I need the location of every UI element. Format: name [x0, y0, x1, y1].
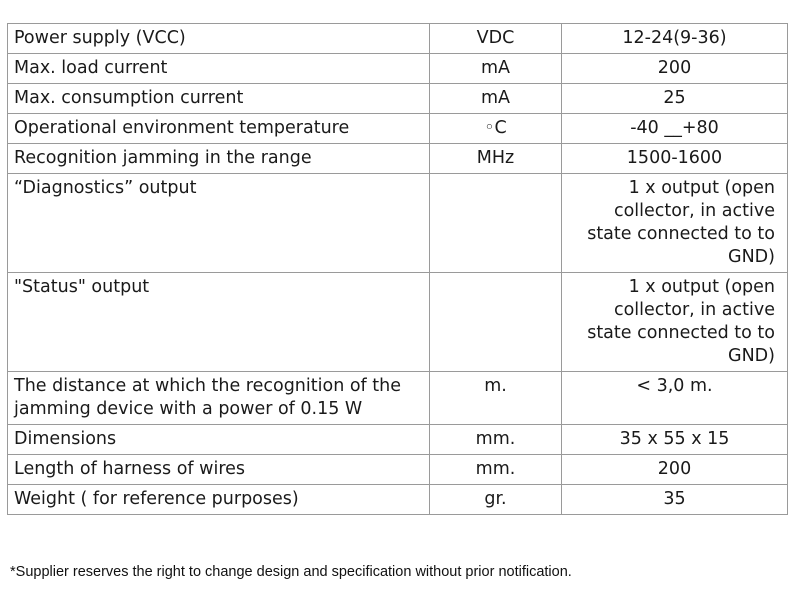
specification-table	[7, 23, 788, 515]
table-row	[8, 372, 788, 425]
value-cell: 35	[562, 485, 788, 515]
value-cell: 200	[562, 54, 788, 84]
table-row	[8, 485, 788, 515]
value-cell: -40 __+80	[562, 114, 788, 144]
parameter-cell: Max. consumption current	[8, 84, 430, 114]
value-cell: 200	[562, 455, 788, 485]
unit-cell: mA	[430, 54, 562, 84]
table-row	[8, 114, 788, 144]
value-cell: 35 x 55 x 15	[562, 425, 788, 455]
unit-cell: mm.	[430, 425, 562, 455]
unit-cell: ◦C	[430, 114, 562, 144]
value-cell: 25	[562, 84, 788, 114]
table-row	[8, 144, 788, 174]
parameter-cell: Power supply (VCC)	[8, 24, 430, 54]
table-row	[8, 174, 788, 273]
parameter-cell: "Status" output	[8, 273, 430, 372]
value-cell: 1 x output (open collector, in active state connected to to GND)	[562, 273, 788, 372]
table-row	[8, 54, 788, 84]
parameter-cell: Recognition jamming in the range	[8, 144, 430, 174]
table-row	[8, 84, 788, 114]
parameter-cell: The distance at which the recognition of the jamming device with a power of 0.15 W	[8, 372, 430, 425]
unit-cell	[430, 273, 562, 372]
table-row	[8, 273, 788, 372]
parameter-cell: “Diagnostics” output	[8, 174, 430, 273]
table-row	[8, 425, 788, 455]
value-cell: 1500-1600	[562, 144, 788, 174]
parameter-cell: Dimensions	[8, 425, 430, 455]
parameter-cell: Max. load current	[8, 54, 430, 84]
table-row	[8, 455, 788, 485]
unit-cell: mm.	[430, 455, 562, 485]
value-cell: 12-24(9-36)	[562, 24, 788, 54]
parameter-cell: Operational environment temperature	[8, 114, 430, 144]
unit-cell: mA	[430, 84, 562, 114]
table-row	[8, 24, 788, 54]
unit-cell: gr.	[430, 485, 562, 515]
unit-cell	[430, 174, 562, 273]
value-cell: < 3,0 m.	[562, 372, 788, 425]
unit-cell: MHz	[430, 144, 562, 174]
unit-cell: m.	[430, 372, 562, 425]
footnote: *Supplier reserves the right to change design and specification without prior notification.	[10, 564, 572, 580]
unit-cell: VDC	[430, 24, 562, 54]
parameter-cell: Length of harness of wires	[8, 455, 430, 485]
parameter-cell: Weight ( for reference purposes)	[8, 485, 430, 515]
value-cell: 1 x output (open collector, in active state connected to to GND)	[562, 174, 788, 273]
